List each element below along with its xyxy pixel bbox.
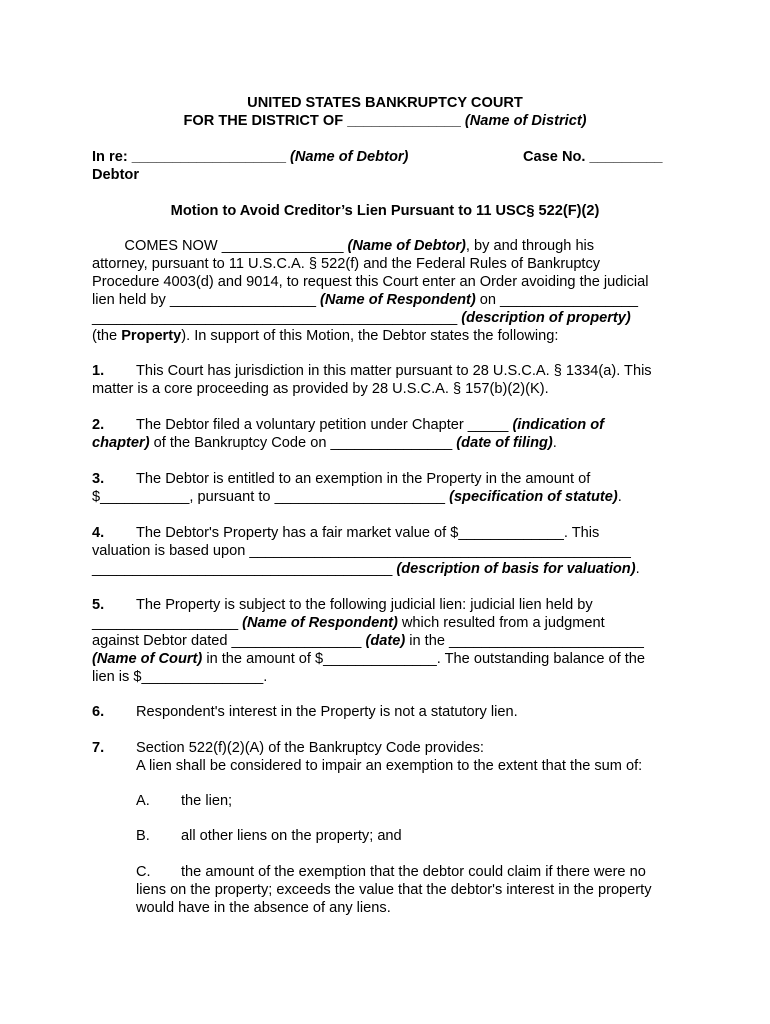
para-3-text: $___________, pursuant to _____________________ <box>92 489 450 505</box>
intro-text: (the <box>92 328 122 344</box>
item-a-text: the lien; <box>181 793 233 809</box>
para-7-line-1: Section 522(f)(2)(A) of the Bankruptcy Code provides: <box>136 740 484 756</box>
in-re-label: In re: <box>92 149 128 165</box>
intro-text: ). In support of this Motion, the Debtor states the following: <box>181 328 559 344</box>
para-5-text: in the amount of $______________. The outstanding balance of the <box>202 651 646 667</box>
statute-hint: (specification of statute) <box>449 489 618 505</box>
intro-respondent-hint: (Name of Respondent) <box>320 292 476 308</box>
item-b-text: all other liens on the property; and <box>181 828 402 844</box>
respondent-hint: (Name of Respondent) <box>242 615 398 631</box>
para-2-text: of the Bankruptcy Code on _______________ <box>149 435 457 451</box>
case-number: Case No. _________ <box>523 149 663 165</box>
para-5-text: against Debtor dated ________________ <box>92 633 366 649</box>
para-4-text: . <box>635 561 640 577</box>
para-3-line-2 <box>92 488 622 506</box>
para-2-number: 2. <box>92 417 105 433</box>
para-5-text: in the ________________________ <box>405 633 644 649</box>
debtor-hint: (Name of Debtor) <box>290 149 409 165</box>
para-1-number: 1. <box>92 363 105 379</box>
district-line <box>0 112 770 130</box>
intro-line-5 <box>92 309 631 327</box>
para-2-text: . <box>552 435 557 451</box>
para-3-line-1: The Debtor is entitled to an exemption in the Property in the amount of <box>136 471 591 487</box>
in-re-line <box>92 148 408 166</box>
item-b-label: B. <box>136 828 150 844</box>
para-5-line-1: The Property is subject to the following judicial lien: judicial lien held by <box>136 597 593 613</box>
chapter-hint: (indication of <box>512 417 605 433</box>
para-1-line-2: matter is a core proceeding as provided by 28 U.S.C.A. § 157(b)(2)(K). <box>92 381 549 397</box>
intro-text: COMES NOW _______________ <box>92 238 348 254</box>
para-5-line-4 <box>92 650 645 668</box>
intro-line-1 <box>92 237 594 255</box>
para-6-number: 6. <box>92 704 105 720</box>
para-5-line-2 <box>92 614 605 632</box>
para-3-number: 3. <box>92 471 105 487</box>
para-5-text: __________________ <box>92 615 243 631</box>
district-prefix: FOR THE DISTRICT OF ______________ <box>183 113 465 129</box>
intro-debtor-hint: (Name of Debtor) <box>347 238 466 254</box>
para-7-line-2: A lien shall be considered to impair an exemption to the extent that the sum of: <box>136 758 643 774</box>
para-4-text: _____________________________________ <box>92 561 397 577</box>
para-4-line-1: The Debtor's Property has a fair market value of $_____________. This <box>136 525 600 541</box>
item-c-line-2: liens on the property; exceeds the value that the debtor's interest in the property <box>136 882 652 898</box>
para-2-line-1 <box>136 416 604 434</box>
motion-title: Motion to Avoid Creditor’s Lien Pursuant to 11 USC§ 522(F)(2) <box>170 203 600 219</box>
para-7-number: 7. <box>92 740 105 756</box>
court-hint: (Name of Court) <box>92 651 203 667</box>
intro-line-3: Procedure 4003(d) and 9014, to request this Court enter an Order avoiding the judicial <box>92 274 649 290</box>
intro-text: _____________________________________________ <box>92 310 462 326</box>
para-6-line-1: Respondent's interest in the Property is not a statutory lien. <box>136 704 518 720</box>
district-hint: (Name of District) <box>464 113 587 129</box>
intro-property-hint: (description of property) <box>461 310 631 326</box>
valuation-hint: (description of basis for valuation) <box>396 561 636 577</box>
para-1-line-1: This Court has jurisdiction in this matter pursuant to 28 U.S.C.A. § 1334(a). This <box>136 363 652 379</box>
debtor-blank: ___________________ <box>131 149 286 165</box>
intro-text: on _________________ <box>475 292 639 308</box>
property-term: Property <box>121 328 182 344</box>
para-5-line-5: lien is $_______________. <box>92 669 268 685</box>
para-4-line-3 <box>92 560 640 578</box>
item-a-label: A. <box>136 793 150 809</box>
intro-line-6 <box>92 327 558 345</box>
court-name: UNITED STATES BANKRUPTCY COURT <box>247 95 523 111</box>
para-5-text: which resulted from a judgment <box>397 615 605 631</box>
chapter-hint-end: chapter) <box>92 435 150 451</box>
para-5-number: 5. <box>92 597 105 613</box>
para-5-line-3 <box>92 632 644 650</box>
debtor-label: Debtor <box>92 167 140 183</box>
para-4-line-2: valuation is based upon _______________________________________________ <box>92 543 631 559</box>
para-4-number: 4. <box>92 525 105 541</box>
intro-line-2: attorney, pursuant to 11 U.S.C.A. § 522(f) and the Federal Rules of Bankruptcy <box>92 256 601 272</box>
para-2-line-2 <box>92 434 557 452</box>
item-c-line-1: the amount of the exemption that the debtor could claim if there were no <box>181 864 646 880</box>
intro-text: lien held by __________________ <box>92 292 321 308</box>
item-c-line-3: would have in the absence of any liens. <box>136 900 391 916</box>
para-3-text: . <box>617 489 622 505</box>
intro-text: , by and through his <box>465 238 595 254</box>
para-2-text: The Debtor filed a voluntary petition under Chapter _____ <box>136 417 513 433</box>
judgment-date-hint: (date) <box>365 633 406 649</box>
filing-date-hint: (date of filing) <box>456 435 553 451</box>
item-c-label: C. <box>136 864 151 880</box>
intro-line-4 <box>92 291 638 309</box>
